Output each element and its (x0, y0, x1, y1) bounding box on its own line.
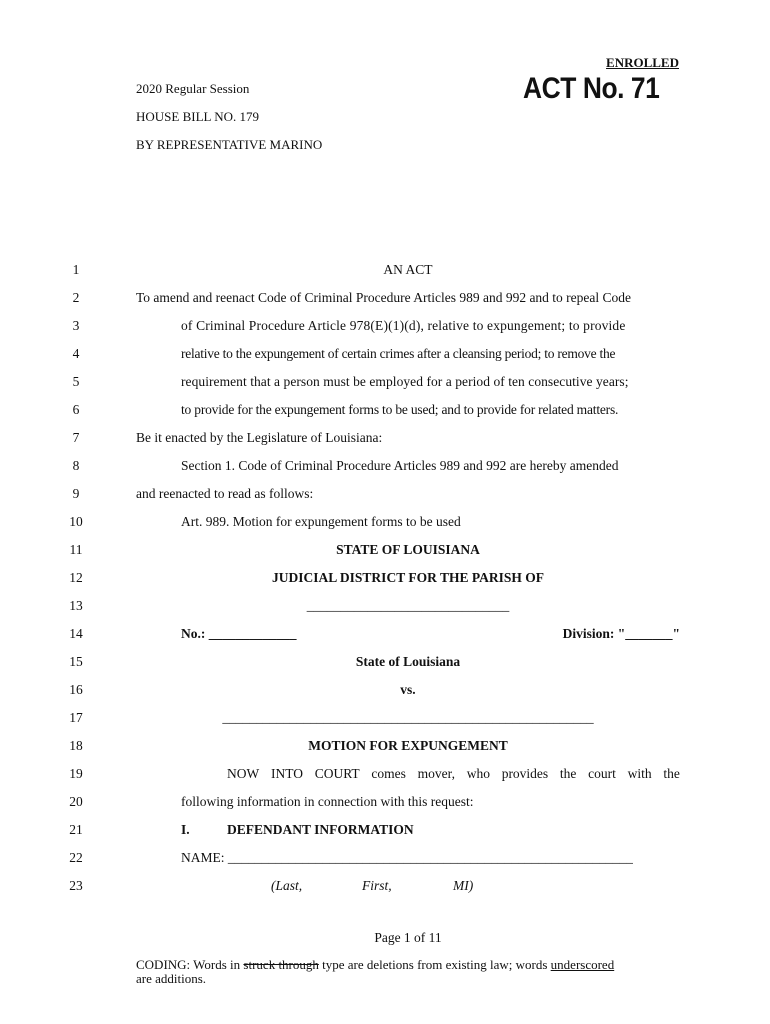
motion-intro-line (227, 766, 680, 782)
bill-author: BY REPRESENTATIVE MARINO (136, 137, 323, 152)
name-first-hint: First, (362, 878, 392, 893)
word: comes (371, 766, 406, 781)
section-number: I. (181, 822, 190, 837)
name-mi-hint: MI) (453, 878, 474, 893)
line-number: 11 (69, 542, 83, 557)
coding-text: are additions. (136, 971, 207, 986)
case-number-row (181, 626, 680, 642)
body-line: relative to the expungement of certain crimes after a cleansing period; to remove the (181, 346, 616, 361)
session-label: 2020 Regular Session (136, 81, 250, 96)
division-field: Division: "_______" (562, 626, 680, 641)
word: provides (501, 766, 549, 781)
defendant-blank: _______________________________________________________ (222, 710, 594, 725)
line-number: 18 (69, 738, 83, 753)
line-number: 3 (72, 318, 80, 333)
word: COURT (314, 766, 360, 781)
line-number: 13 (69, 598, 83, 613)
line-number: 1 (72, 262, 80, 277)
line-number: 20 (69, 794, 83, 809)
versus-label: vs. (400, 682, 416, 697)
word: the (663, 766, 680, 781)
body-line: requirement that a person must be employed for a period of ten consecutive years; (181, 374, 629, 389)
form-state-heading: STATE OF LOUISIANA (336, 542, 480, 557)
section-heading: DEFENDANT INFORMATION (227, 822, 414, 837)
name-field: NAME: ____________________________________________________________ (181, 850, 633, 865)
line-number: 9 (72, 486, 80, 501)
coding-underscore-example: underscored (550, 957, 615, 972)
word: the (559, 766, 577, 781)
line-number: 10 (69, 514, 83, 529)
enrolled-stamp: ENROLLED (606, 55, 679, 70)
plaintiff-label: State of Louisiana (355, 654, 461, 669)
line-number: 16 (69, 682, 83, 697)
coding-strike-example: struck through (243, 957, 319, 972)
body-line: Section 1. Code of Criminal Procedure Articles 989 and 992 are hereby amended (181, 458, 619, 473)
line-number: 14 (69, 626, 83, 641)
form-district-heading: JUDICIAL DISTRICT FOR THE PARISH OF (272, 570, 544, 585)
word: court (588, 766, 616, 781)
word: who (466, 766, 490, 781)
body-line: following information in connection with this request: (181, 794, 474, 809)
article-heading: Art. 989. Motion for expungement forms to be used (181, 514, 461, 529)
line-number: 5 (72, 374, 80, 389)
line-number: 15 (69, 654, 83, 669)
case-number-field: No.: _____________ (181, 626, 297, 641)
line-number: 12 (69, 570, 83, 585)
line-number: 21 (69, 822, 83, 837)
motion-title: MOTION FOR EXPUNGEMENT (308, 738, 508, 753)
act-number: ACT No. 71 (523, 72, 660, 105)
line-number: 6 (72, 402, 80, 417)
body-line: of Criminal Procedure Article 978(E)(1)(d), relative to expungement; to provide (181, 318, 626, 333)
coding-text: type are deletions from existing law; words (318, 957, 551, 972)
act-title: AN ACT (383, 262, 433, 277)
line-number: 8 (72, 458, 80, 473)
line-number: 17 (69, 710, 83, 725)
body-line: to provide for the expungement forms to be used; and to provide for related matters. (181, 402, 619, 417)
body-line: To amend and reenact Code of Criminal Procedure Articles 989 and 992 and to repeal Code (136, 290, 632, 305)
coding-legend (136, 958, 614, 986)
name-last-hint: (Last, (271, 878, 303, 893)
parish-blank: ______________________________ (306, 598, 510, 613)
word: INTO (270, 766, 303, 781)
body-line: and reenacted to read as follows: (136, 486, 314, 501)
line-number: 7 (72, 430, 80, 445)
body-line: Be it enacted by the Legislature of Louisiana: (136, 430, 383, 445)
coding-text: CODING: Words in (136, 957, 244, 972)
line-number: 4 (72, 346, 80, 361)
word: NOW (227, 766, 260, 781)
line-number: 23 (69, 878, 83, 893)
line-number: 2 (72, 290, 80, 305)
bill-number: HOUSE BILL NO. 179 (136, 109, 260, 124)
word: mover, (417, 766, 455, 781)
line-number: 19 (69, 766, 83, 781)
word: with (627, 766, 652, 781)
line-number: 22 (69, 850, 83, 865)
page-number: Page 1 of 11 (374, 930, 442, 945)
